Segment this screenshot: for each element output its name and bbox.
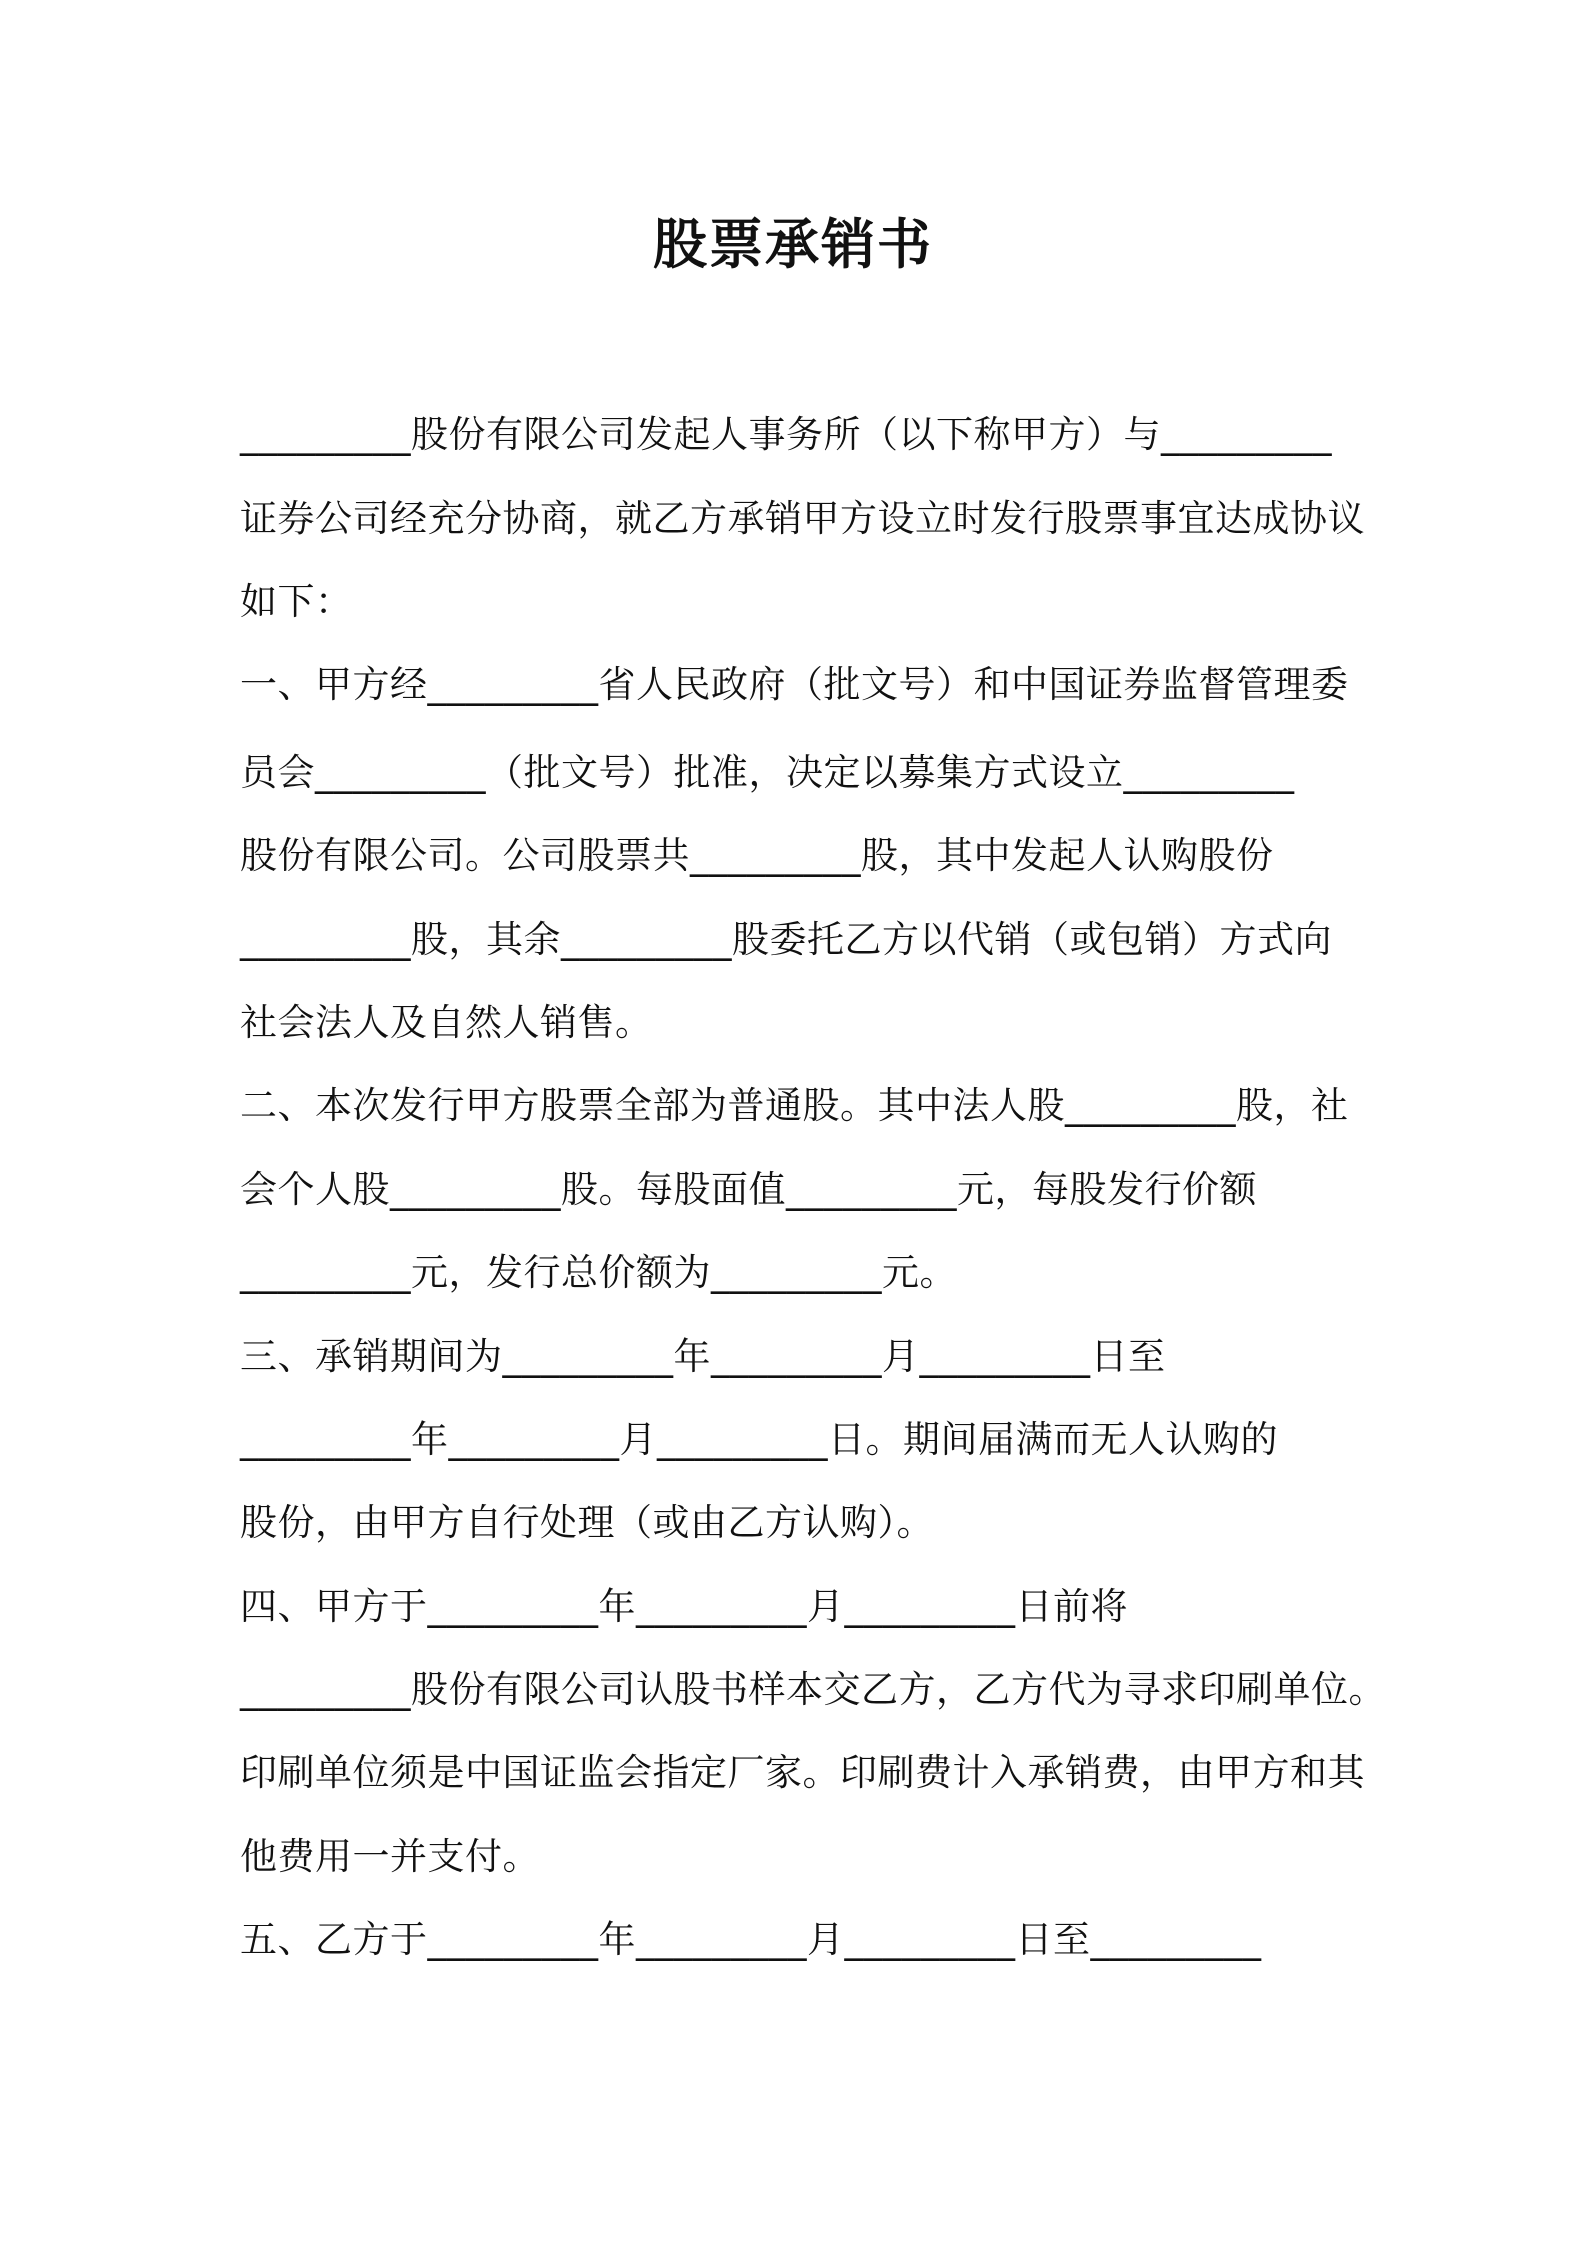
body-line: _________年_________月_________日。期间届满而无人认购的: [240, 1418, 1278, 1461]
document-body: [240, 410, 1390, 1965]
body-line: _________股份有限公司认股书样本交乙方，乙方代为寻求印刷单位。: [240, 1668, 1386, 1711]
body-line: 三、承销期间为_________年_________月_________日至: [240, 1335, 1166, 1378]
body-line: 员会_________（批文号）批准，决定以募集方式设立_________: [240, 751, 1295, 794]
body-line: 二、本次发行甲方股票全部为普通股。其中法人股_________股，社: [240, 1084, 1349, 1127]
body-line: 五、乙方于_________年_________月_________日至_________: [240, 1918, 1262, 1961]
body-line: _________元，发行总价额为_________元。: [240, 1251, 957, 1294]
body-line: 印刷单位须是中国证监会指定厂家。印刷费计入承销费，由甲方和其: [240, 1751, 1365, 1794]
body-line: 四、甲方于_________年_________月_________日前将: [240, 1585, 1128, 1628]
body-line: 一、甲方经_________省人民政府（批文号）和中国证券监督管理委: [240, 663, 1349, 706]
body-line: 会个人股_________股。每股面值_________元，每股发行价额: [240, 1168, 1257, 1211]
body-line: 股份，由甲方自行处理（或由乙方认购）。: [240, 1501, 934, 1544]
body-line: 股份有限公司。公司股票共_________股，其中发起人认购股份: [240, 834, 1274, 877]
body-line: 社会法人及自然人销售。: [240, 1001, 653, 1044]
body-line: 如下：: [240, 580, 353, 623]
body-line: 证券公司经充分协商，就乙方承销甲方设立时发行股票事宜达成协议: [240, 497, 1365, 540]
body-line: _________股份有限公司发起人事务所（以下称甲方）与_________: [240, 413, 1332, 456]
body-line: _________股，其余_________股委托乙方以代销（或包销）方式向: [240, 918, 1332, 961]
body-line: 他费用一并支付。: [240, 1835, 540, 1878]
document-title: 股票承销书: [653, 213, 933, 276]
